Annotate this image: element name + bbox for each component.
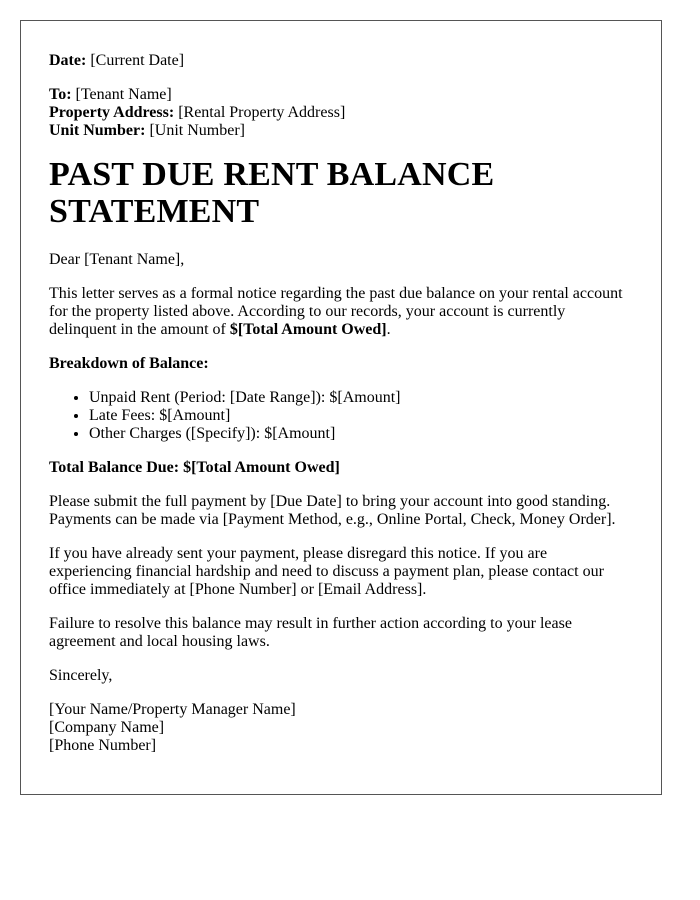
intro-text: This letter serves as a formal notice regarding the past due balance on your rental account for the property listed above. According to our records, your account is currently delinquent in the amount of	[49, 285, 623, 338]
intro-end: .	[386, 321, 391, 338]
payment-paragraph: Please submit the full payment by [Due Date] to bring your account into good standing. Payments can be made via [Payment Method, e.g., Online Portal, Check, Money Order].	[49, 493, 616, 528]
breakdown-item-unpaid-rent: • Unpaid Rent (Period: [Date Range]): $[Amount]	[89, 389, 633, 407]
to-line	[49, 86, 633, 104]
letter-title: PAST DUE RENT BALANCE STATEMENT	[49, 156, 495, 230]
intro-amount: $[Total Amount Owed]	[229, 321, 387, 338]
to-value: [Tenant Name]	[71, 86, 172, 103]
closing: Sincerely,	[49, 667, 113, 684]
recipient-block	[49, 86, 633, 140]
signature-company: [Company Name]	[49, 719, 165, 736]
property-address-label: Property Address:	[49, 104, 175, 121]
unit-number-value: [Unit Number]	[145, 122, 245, 139]
date-label: Date:	[49, 52, 87, 69]
property-address-line	[49, 104, 633, 122]
date-value: [Current Date]	[86, 52, 185, 69]
to-label: To:	[49, 86, 72, 103]
unit-number-label: Unit Number:	[49, 122, 146, 139]
total-balance-due: Total Balance Due: $[Total Amount Owed]	[49, 459, 340, 476]
signature-name: [Your Name/Property Manager Name]	[49, 701, 296, 718]
unit-number-line	[49, 122, 633, 140]
property-address-value: [Rental Property Address]	[174, 104, 346, 121]
breakdown-item-other-charges: • Other Charges ([Specify]): $[Amount]	[89, 425, 633, 443]
date-line	[49, 52, 633, 70]
letter-document	[20, 20, 662, 795]
breakdown-item-late-fees: • Late Fees: $[Amount]	[89, 407, 633, 425]
breakdown-list	[49, 389, 633, 443]
signature-block	[49, 701, 633, 755]
breakdown-heading: Breakdown of Balance:	[49, 355, 209, 372]
salutation: Dear [Tenant Name],	[49, 251, 185, 268]
signature-phone: [Phone Number]	[49, 737, 157, 754]
intro-paragraph	[49, 285, 633, 339]
hardship-paragraph: If you have already sent your payment, please disregard this notice. If you are experiencing financial hardship and need to discuss a payment plan, please contact our office immediately at [Phone Number] or [Email Address].	[49, 545, 604, 598]
failure-paragraph: Failure to resolve this balance may result in further action according to your lease agreement and local housing laws.	[49, 615, 572, 650]
